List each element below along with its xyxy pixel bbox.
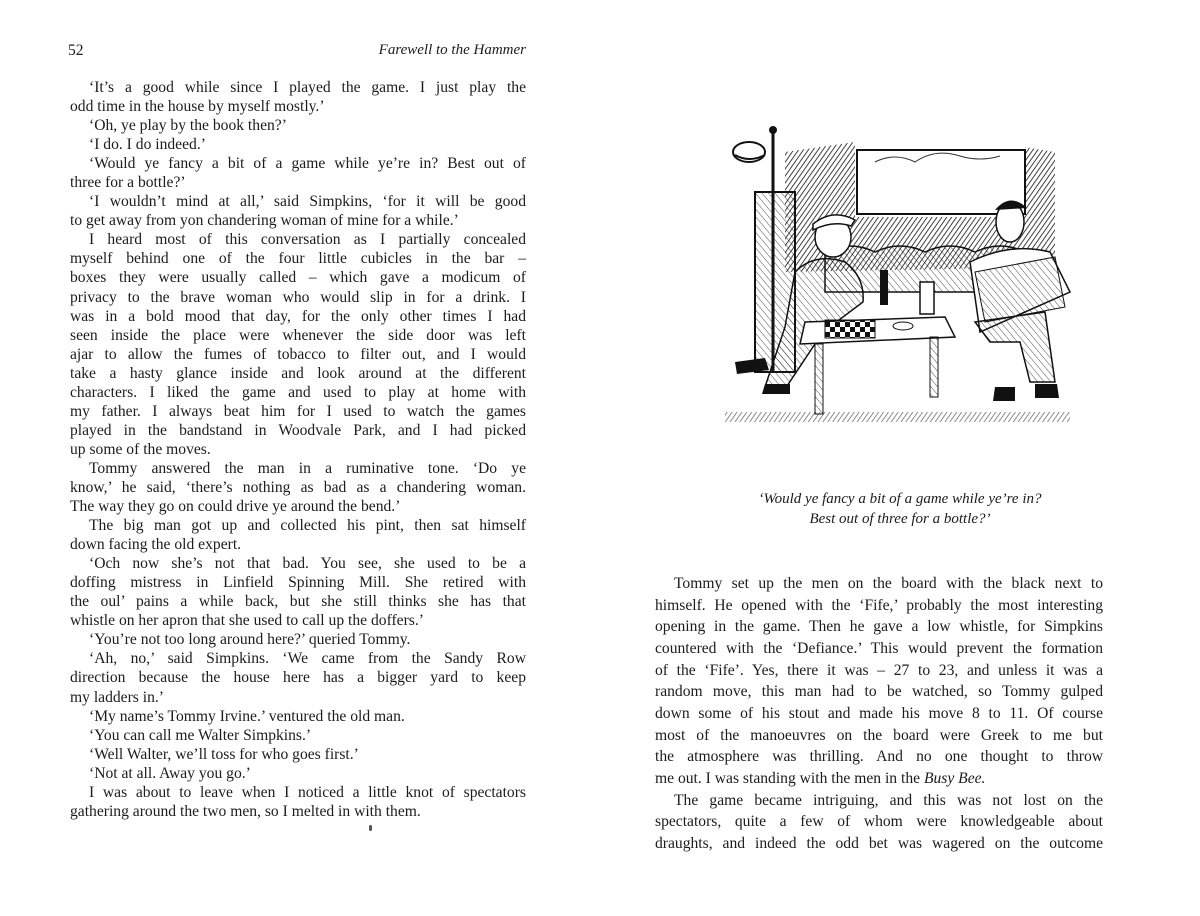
pub-illustration [715,122,1080,427]
text-line: I was about to leave when I noticed a little knot of spectators [89,783,526,801]
text-line: boxes they were usually called – which gave a modicum of [70,269,526,287]
caption-line-1: ‘Would ye fancy a bit of a game while ye’re in? [758,491,1042,507]
text-line: Tommy answered the man in a ruminative tone. ‘Do ye [89,459,526,477]
text-line: ‘You can call me Walter Simpkins.’ [89,726,312,744]
text-line: spectators, quite a few of whom were knowledgeable about [655,813,1103,831]
text-line: myself behind one of the four little cubicles in the bar – [70,250,526,268]
text-line: ajar to allow the fumes of tobacco to filter out, and I would [70,345,526,363]
text-line: characters. I liked the game and used to play at home with [70,383,526,401]
text-line: know,’ he said, ‘there’s nothing as bad as a chandering woman. [70,478,526,496]
caption-line-2: Best out of three for a bottle?’ [809,511,991,527]
left-body-text [70,78,526,821]
text-line: direction because the house here has a bigger yard to keep [70,669,526,687]
text-line: most of the manoeuvres on the board were Greek to me but [655,726,1103,744]
text-line: Tommy set up the men on the board with the black next to [674,575,1103,592]
text-line: gathering around the two men, so I melted in with them. [70,802,421,820]
text-line: seen inside the place were whenever the side door was left [70,326,526,344]
text-line: himself. He opened with the ‘Fife,’ probably the most interesting [655,596,1103,614]
text-line: take a hasty glance inside and look around at the different [70,364,526,382]
text-line: the oul’ pains a while back, but she still thinks she has that [70,593,526,611]
running-title: Farewell to the Hammer [378,42,526,58]
text-line: ‘My name’s Tommy Irvine.’ ventured the old man. [89,707,405,725]
text-line: the atmosphere was thrilling. And no one thought to throw [655,748,1103,766]
text-line: opening in the game. Then he gave a low whistle, for Simpkins [655,618,1103,636]
text-line: privacy to the brave woman who would slip in for a drink. I [70,288,526,306]
text-line: ‘Oh, ye play by the book then?’ [89,117,287,135]
text-line: ‘Ah, no,’ said Simpkins. ‘We came from the Sandy Row [89,650,526,668]
text-line: ‘It’s a good while since I played the game. I just play the [89,79,526,96]
text-line: up some of the moves. [70,440,211,458]
text-line: doffing mistress in Linfield Spinning Mill. She retired with [70,574,526,592]
text-line: ‘I wouldn’t mind at all,’ said Simpkins, ‘for it will be good [89,193,526,211]
text-line: down facing the old expert. [70,536,242,554]
text-line: was in a bold mood that day, for the only other times I had [70,307,526,325]
text-line: three for a bottle?’ [70,174,186,192]
text-line: I heard most of this conversation as I partially concealed [89,231,526,249]
italic-text: Busy Bee. [923,769,986,787]
text-line: ‘Not at all. Away you go.’ [89,764,251,782]
illustration-caption [700,489,1100,529]
text-line: me out. I was standing with the men in the Busy Bee. [655,769,986,787]
text-line: ‘You’re not too long around here?’ queried Tommy. [89,631,411,649]
running-head [70,42,526,62]
text-line: my father. I always beat him for I used to watch the games [70,402,526,420]
text-line: The big man got up and collected his pint, then sat himself [89,517,526,535]
text-line: played in the bandstand in Woodvale Park, and I had picked [70,421,526,439]
text-line: down some of his stout and made his move 8 to 11. Of course [655,704,1103,722]
text-line: countered with the ‘Defiance.’ This would prevent the formation [655,639,1103,657]
text-line: ‘Well Walter, we’ll toss for who goes first.’ [89,745,359,763]
page-number: 52 [68,42,84,59]
right-body-text [655,573,1103,855]
text-line: draughts, and indeed the odd bet was wagered on the outcome [655,834,1103,852]
printer-mark [369,825,372,831]
text-line: whistle on her apron that she used to call up the doffers.’ [70,612,424,630]
text-line: The way they go on could drive ye around the bend.’ [70,498,401,516]
text-line: to get away from yon chandering woman of mine for a while.’ [70,212,459,230]
text-line: The game became intriguing, and this was not lost on the [674,791,1103,809]
text-line: ‘Och now she’s not that bad. You see, she used to be a [89,555,526,573]
text-line: ‘Would ye fancy a bit of a game while ye’re in? Best out of [89,155,526,173]
text-line: random move, this man had to be watched, so Tommy gulped [655,683,1103,701]
text-line: of the ‘Fife’. Yes, there it was – 27 to 23, and unless it was a [655,661,1103,679]
text-line: odd time in the house by myself mostly.’ [70,98,325,116]
text-line: ‘I do. I do indeed.’ [89,136,206,154]
text-line: my ladders in.’ [70,688,164,706]
